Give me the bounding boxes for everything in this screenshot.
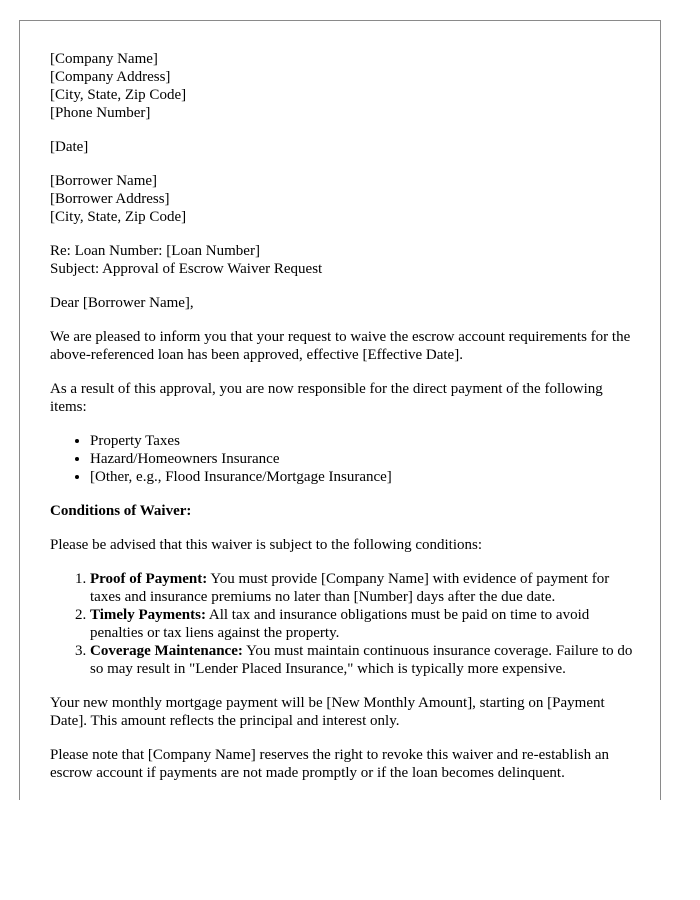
condition-item xyxy=(90,570,640,606)
condition-text: All tax and insurance obligations must be paid on time to avoid penalties or tax liens against the property. xyxy=(90,607,590,641)
recipient-address: [Borrower Address] xyxy=(50,191,170,207)
sender-address: [Company Address] xyxy=(50,69,171,85)
letter-page xyxy=(19,20,661,800)
revoke-paragraph: Please note that [Company Name] reserves the right to revoke this waiver and re-establish an escrow account if payments are not made promptly or if the loan becomes delinquent. xyxy=(50,747,609,781)
conditions-heading: Conditions of Waiver: xyxy=(50,503,192,519)
sender-block xyxy=(50,50,640,122)
list-item: • Hazard/Homeowners Insurance xyxy=(90,450,640,468)
conditions-intro: Please be advised that this waiver is subject to the following conditions: xyxy=(50,537,483,553)
sender-city-state-zip: [City, State, Zip Code] xyxy=(50,87,187,103)
re-line: Re: Loan Number: [Loan Number] xyxy=(50,243,260,259)
payment-paragraph: Your new monthly mortgage payment will be [New Monthly Amount], starting on [Payment Date]. This amount reflects the principal and interest only. xyxy=(50,695,605,729)
responsibility-paragraph: As a result of this approval, you are now responsible for the direct payment of the following items: xyxy=(50,381,603,415)
condition-text: You must provide [Company Name] with evidence of payment for taxes and insurance premiums no later than [Number] days after the due date. xyxy=(90,571,610,605)
subject-line: Subject: Approval of Escrow Waiver Request xyxy=(50,261,323,277)
condition-title: Timely Payments: xyxy=(90,607,206,623)
sender-phone: [Phone Number] xyxy=(50,105,151,121)
recipient-city-state-zip: [City, State, Zip Code] xyxy=(50,209,187,225)
list-item: • [Other, e.g., Flood Insurance/Mortgage Insurance] xyxy=(90,468,640,486)
recipient-name: [Borrower Name] xyxy=(50,173,158,189)
payment-items-list xyxy=(50,432,640,486)
list-item: • Property Taxes xyxy=(90,432,640,450)
intro-paragraph: We are pleased to inform you that your request to waive the escrow account requirements for the above-referenced loan has been approved, effective [Effective Date]. xyxy=(50,329,631,363)
condition-item xyxy=(90,642,640,678)
conditions-list xyxy=(50,570,640,678)
recipient-block xyxy=(50,172,640,226)
salutation: Dear [Borrower Name], xyxy=(50,295,194,311)
letter-body xyxy=(50,50,640,798)
condition-title: Coverage Maintenance: xyxy=(90,643,243,659)
letter-date: [Date] xyxy=(50,139,89,155)
reference-block xyxy=(50,242,640,278)
condition-title: Proof of Payment: xyxy=(90,571,208,587)
condition-item xyxy=(90,606,640,642)
sender-name: [Company Name] xyxy=(50,51,158,67)
condition-text: You must maintain continuous insurance coverage. Failure to do so may result in "Lender Placed Insurance," which is typically more expensive. xyxy=(90,643,633,677)
